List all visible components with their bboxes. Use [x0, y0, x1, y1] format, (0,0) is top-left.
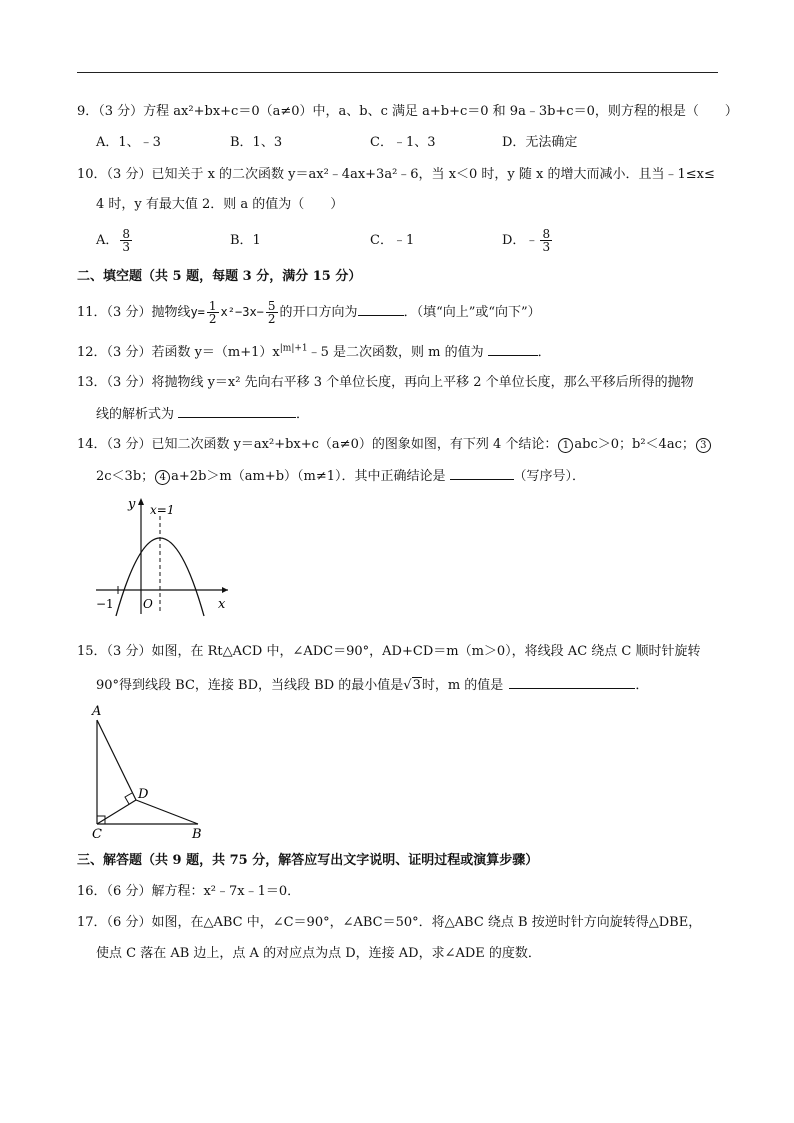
q13-answer-blank[interactable]: [178, 405, 296, 418]
q10-option-d-label: D．﹣: [502, 233, 539, 248]
q9-option-d: D．无法确定: [502, 135, 578, 150]
circled-1-icon: 1: [558, 438, 573, 453]
q15-answer-blank[interactable]: [509, 676, 635, 689]
section-2-heading: 二、填空题（共 5 题，每题 3 分，满分 15 分）: [77, 269, 362, 284]
segment-db: [136, 800, 198, 824]
vertex-b-label: B: [192, 827, 202, 842]
y-axis-label: y: [128, 497, 136, 512]
section-3-heading: 三、解答题（共 9 题，共 75 分，解答应写出文字说明、证明过程或演算步骤）: [77, 853, 539, 868]
q14-stem-line2: 2c＜3b； 4 a+2b＞m（am+b）（m≠1）．其中正确结论是 （写序号）．: [96, 469, 586, 484]
circled-3-icon: 3: [696, 438, 711, 453]
x-axis-arrow-icon: [222, 587, 228, 593]
q10-option-d: [502, 228, 554, 253]
header-rule: [77, 72, 718, 73]
q11-fraction-2: $\frac{5}{2}$: [267, 299, 276, 326]
neg-one-label: −1: [96, 597, 114, 611]
q15-stem-line2: 90°得到线段 BC，连接 BD，当线段 BD 的最小值是√3时，m 的值是 ．: [96, 678, 649, 693]
vertex-d-label: D: [138, 787, 149, 802]
q10-option-a-fraction: $\frac{8}{3}$: [122, 227, 131, 254]
q10-option-b: B．1: [230, 233, 261, 248]
q12-stem: 12．（3 分）若函数 $y=(m+1)x^{|m|+1}﹣5$ 是二次函数，则 m 的值为 ．: [77, 343, 551, 360]
q17-stem-line1: 17．（6 分）如图，在△ABC 中，∠C＝90°，∠ABC＝50°．将△ABC 绕点 B 按逆时针方向旋转得△DBE，: [77, 915, 702, 930]
q10-option-d-fraction: $\frac{8}{3}$: [542, 227, 551, 254]
q9-option-c: C．﹣1、3: [370, 135, 436, 150]
q9-option-a: A．1、﹣3: [96, 135, 161, 150]
q14-answer-blank[interactable]: [450, 467, 514, 480]
q9-option-b: B．1、3: [230, 135, 283, 150]
q10-option-a-label: A．: [96, 233, 119, 248]
vertex-c-label: C: [92, 827, 102, 842]
x-axis-label: x: [218, 597, 226, 612]
q14-parabola-graph: [88, 492, 238, 618]
sqrt-icon: √: [403, 678, 412, 693]
q11-answer-blank[interactable]: [358, 303, 404, 316]
q10-option-c: C．﹣1: [370, 233, 415, 248]
vertex-a-label: A: [92, 704, 102, 719]
q16-stem: 16．（6 分）解方程：x²﹣7x﹣1＝0．: [77, 884, 301, 899]
q11-stem: 11．（3 分）抛物线y= $\frac{1}{2}$ x²−3x− $\frac{5}{2}$ 的开口方向为 ．（填“向上”或“向下”）: [77, 299, 541, 326]
q11-fraction-1: $\frac{1}{2}$: [208, 299, 217, 326]
q13-stem-line1: 13．（3 分）将抛物线 y＝x² 先向右平移 3 个单位长度，再向上平移 2 个单位长度，那么平移后所得的抛物: [77, 375, 694, 390]
q15-triangle-figure: [88, 700, 218, 842]
segment-ad: [97, 720, 136, 800]
right-angle-d-icon: [125, 793, 132, 804]
q12-answer-blank[interactable]: [488, 343, 538, 356]
q15-stem-line1: 15．（3 分）如图，在 Rt△ACD 中，∠ADC＝90°，AD+CD＝m（m＞0），将线段 AC 绕点 C 顺时针旋转: [77, 644, 701, 659]
q13-stem-line2: 线的解析式为 ．: [96, 407, 310, 422]
q10-option-a: [96, 228, 134, 253]
q17-stem-line2: 使点 C 落在 AB 边上，点 A 的对应点为点 D，连接 AD，求∠ADE 的度数．: [96, 946, 541, 961]
parabola-curve: [116, 538, 204, 616]
q10-stem-line1: 10．（3 分）已知关于 x 的二次函数 y＝ax²﹣4ax+3a²﹣6，当 x＜0 时，y 随 x 的增大而减小．且当﹣1≤x≤: [77, 167, 715, 182]
q14-stem-line1: 14．（3 分）已知二次函数 y＝ax²+bx+c（a≠0）的图象如图，有下列 4 个结论： 1 abc＞0；b²＜4ac； 3: [77, 437, 712, 453]
symmetry-axis-label: x=1: [150, 503, 175, 517]
segment-cd: [97, 800, 136, 824]
origin-label: O: [143, 597, 153, 611]
q10-stem-line2: 4 时，y 有最大值 2．则 a 的值为（ ）: [96, 197, 344, 212]
y-axis-arrow-icon: [138, 498, 144, 505]
q9-stem: 9．（3 分）方程 ax²+bx+c＝0（a≠0）中，a、b、c 满足 a+b+c＝0 和 9a﹣3b+c＝0，则方程的根是（ ）: [77, 104, 738, 119]
circled-4-icon: 4: [155, 470, 170, 485]
